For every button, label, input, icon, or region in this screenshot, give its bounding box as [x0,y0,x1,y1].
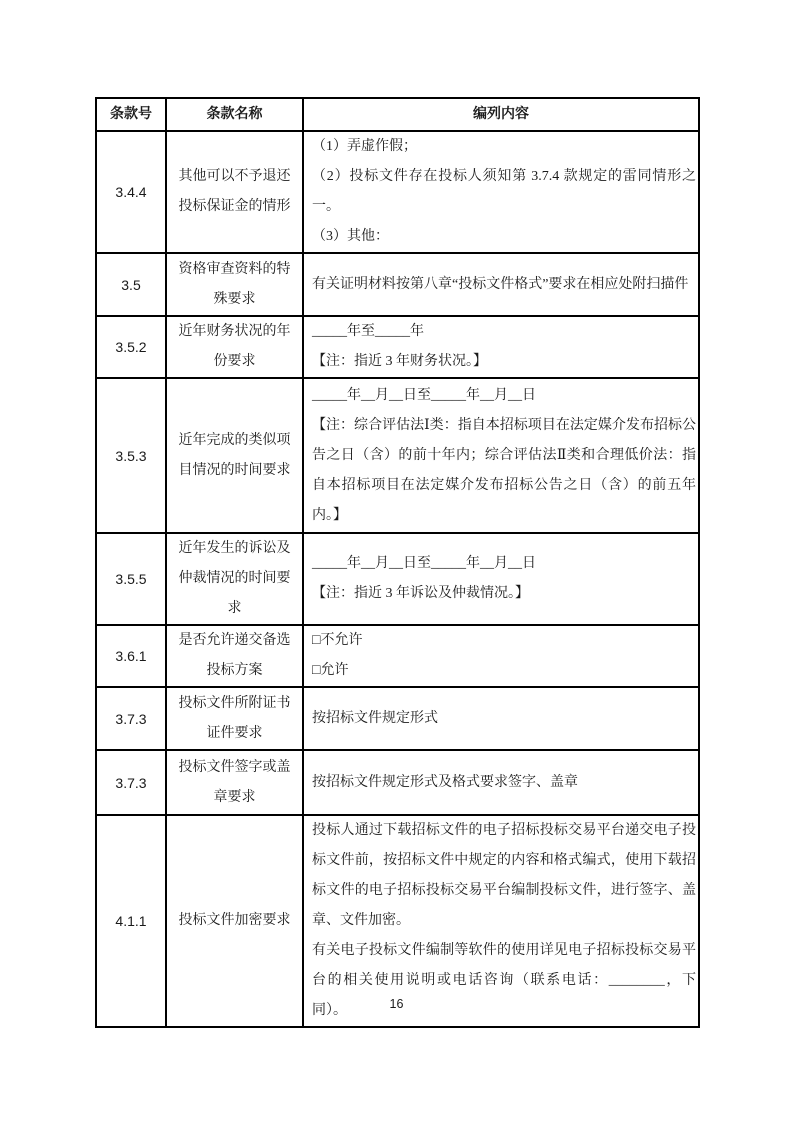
page-number: 16 [389,997,404,1011]
clause-content: 投标人通过下载招标文件的电子招标投标交易平台递交电子投标文件前，按招标文件中规定的内容和格式编式，使用下载招标文件的电子招标投标交易平台编制投标文件，进行签字、盖章、文件加密。 有关电子投标文件编制等软件的使用详见电子招标投标交易平台的相关使用说明或电话咨询（联系电话：________，下同）。 [303,815,699,1027]
clause-name: 是否允许递交备选投标方案 [166,625,303,687]
clause-content: （1）弄虚作假； （2）投标文件存在投标人须知第 3.7.4 款规定的雷同情形之一。 （3）其他： [303,131,699,253]
clause-no: 3.5.3 [96,378,166,533]
clause-no: 3.7.3 [96,750,166,815]
table-row [96,378,699,533]
clause-name: 近年财务状况的年份要求 [166,316,303,378]
table-row [96,253,699,316]
clause-name: 资格审查资料的特殊要求 [166,253,303,316]
clause-content checkbox-options: □不允许 □允许 [303,625,699,687]
clause-name: 近年完成的类似项目情况的时间要求 [166,378,303,533]
table-row [96,815,699,1027]
header-clause-no: 条款号 [96,98,166,131]
clause-content: _____年__月__日至_____年__月__日 【注：综合评估法Ⅰ类：指自本招标项目在法定媒介发布招标公告之日（含）的前十年内；综合评估法Ⅱ类和合理低价法：指自本招标项目在法定媒介发布招标公告之日（含）的前五年内。】 [303,378,699,533]
clause-content: _____年__月__日至_____年__月__日 【注：指近 3 年诉讼及仲裁情况。】 [303,533,699,625]
table-header-row [96,98,699,131]
table-row [96,533,699,625]
table-row [96,750,699,815]
clause-no: 3.5.2 [96,316,166,378]
clause-name: 投标文件签字或盖章要求 [166,750,303,815]
clause-name: 投标文件加密要求 [166,815,303,1027]
clause-content: _____年至_____年 【注：指近 3 年财务状况。】 [303,316,699,378]
table-row [96,316,699,378]
clauses-table [95,97,700,1028]
header-content: 编列内容 [303,98,699,131]
clause-content: 有关证明材料按第八章“投标文件格式”要求在相应处附扫描件 [303,253,699,316]
clause-content: 按招标文件规定形式及格式要求签字、盖章 [303,750,699,815]
table-row [96,625,699,687]
clause-content: 按招标文件规定形式 [303,687,699,750]
clause-no: 3.5.5 [96,533,166,625]
clause-no: 3.7.3 [96,687,166,750]
table-row [96,131,699,253]
clause-no: 3.4.4 [96,131,166,253]
clause-name: 近年发生的诉讼及仲裁情况的时间要求 [166,533,303,625]
clause-no: 3.5 [96,253,166,316]
table-row [96,687,699,750]
clause-name: 投标文件所附证书证件要求 [166,687,303,750]
clause-no: 3.6.1 [96,625,166,687]
clause-name: 其他可以不予退还投标保证金的情形 [166,131,303,253]
clause-no: 4.1.1 [96,815,166,1027]
header-clause-name: 条款名称 [166,98,303,131]
